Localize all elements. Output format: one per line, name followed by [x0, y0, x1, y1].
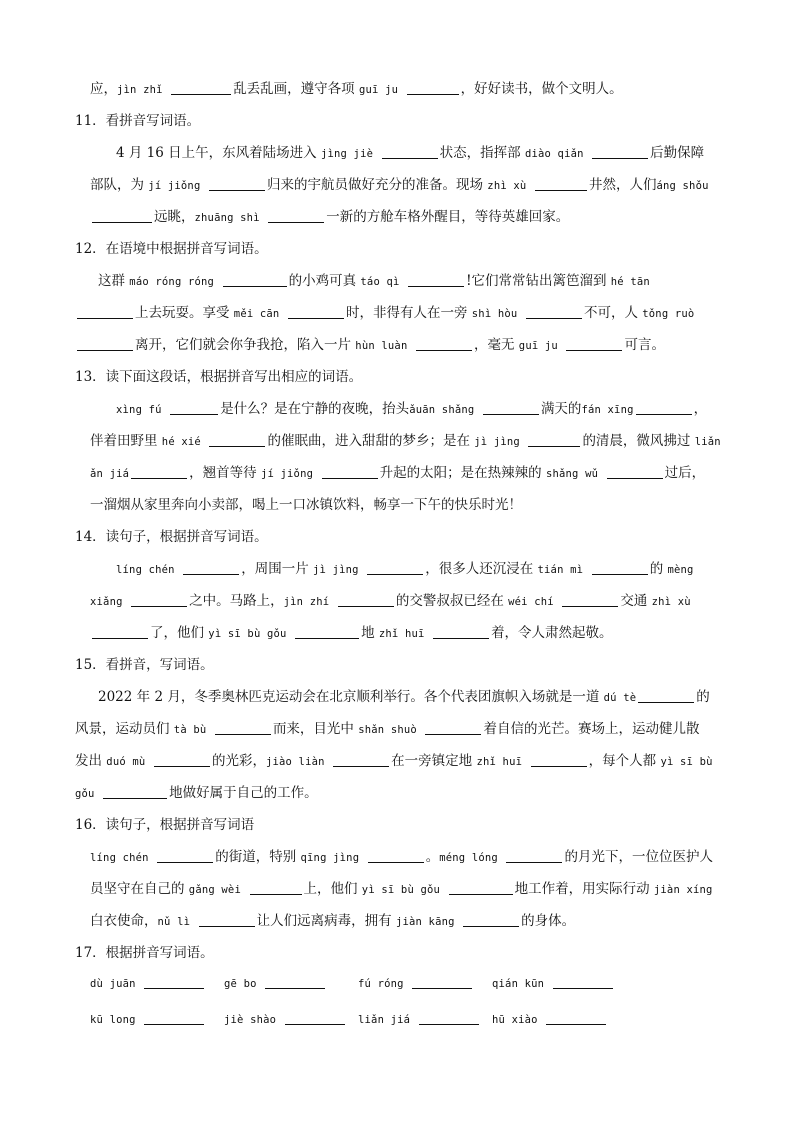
answer-blank[interactable] [223, 273, 287, 287]
pinyin-prompt: yì sī bù gǒu [361, 884, 447, 896]
text-run: 白衣使命， [90, 913, 158, 929]
pinyin-prompt: shì hòu [471, 308, 524, 320]
pinyin-prompt: kū long [90, 1014, 143, 1026]
pinyin-prompt: guī ju [358, 84, 405, 96]
pinyin-prompt: wéi chí [508, 596, 561, 608]
pinyin-prompt: hé tān [610, 276, 650, 288]
text-run: ，每个人都 [588, 753, 661, 769]
answer-blank[interactable] [463, 913, 519, 927]
answer-blank[interactable] [144, 1011, 204, 1025]
pinyin-grid-cell [90, 1011, 224, 1027]
answer-blank[interactable] [215, 721, 271, 735]
text-run: 的交警叔叔已经在 [395, 593, 509, 609]
pinyin-prompt: tà bù [173, 724, 213, 736]
answer-blank[interactable] [407, 81, 459, 95]
answer-blank[interactable] [183, 561, 239, 575]
text-run: 这群 [98, 273, 130, 289]
text-run: 一溜烟从家里奔向小卖部，喝上一口冰镇饮料，畅享一下午的快乐时光！ [90, 497, 522, 513]
text-run: 员坚守在自己的 [90, 881, 189, 897]
answer-blank[interactable] [526, 305, 582, 319]
text-line [75, 719, 794, 740]
text-run: 可言。 [624, 337, 665, 353]
text-run: 时，非得有人在一旁 [345, 305, 472, 321]
pinyin-prompt: jí jiǒng [148, 180, 207, 192]
answer-blank[interactable] [425, 721, 481, 735]
text-run: 而来，目光中 [272, 721, 359, 737]
text-line [90, 495, 794, 515]
pinyin-prompt: qián kūn [492, 978, 551, 990]
pinyin-prompt: yì sī bù gǒu [208, 628, 294, 640]
pinyin-prompt: hùn luàn [355, 340, 414, 352]
pinyin-prompt: táo qì [360, 276, 407, 288]
text-run: 伴着田野里 [90, 433, 162, 449]
text-run: 13．读下面这段话，根据拼音写出相应的词语。 [75, 369, 363, 385]
pinyin-prompt: jì jìng [474, 436, 527, 448]
answer-blank[interactable] [449, 881, 513, 895]
answer-blank[interactable] [412, 975, 472, 989]
answer-blank[interactable] [416, 337, 472, 351]
text-run: 的清晨，微风拂过 [582, 433, 695, 449]
text-line [98, 687, 794, 708]
pinyin-prompt: tián mì [537, 564, 590, 576]
text-line [116, 143, 794, 164]
answer-blank[interactable] [77, 337, 133, 351]
pinyin-prompt: xiǎng [90, 596, 130, 608]
answer-blank[interactable] [433, 625, 489, 639]
pinyin-prompt: jí jiǒng [260, 468, 320, 480]
answer-blank[interactable] [131, 465, 187, 479]
text-line [90, 463, 794, 484]
text-run: 地 [361, 625, 379, 641]
pinyin-prompt: zhǐ huī [378, 628, 432, 640]
pinyin-grid-cell [224, 1011, 358, 1027]
pinyin-prompt: qīng jìng [300, 852, 366, 864]
text-run: 应， [90, 81, 117, 97]
text-run: 让人们远离病毒，拥有 [256, 913, 396, 929]
text-run: ，周围一片 [241, 561, 314, 577]
text-run: 交通 [620, 593, 652, 609]
text-line [75, 303, 794, 324]
text-line [90, 207, 794, 228]
pinyin-prompt: hū xiào [492, 1014, 545, 1026]
text-run: 离开，它们就会你争我抢，陷入一片 [135, 337, 356, 353]
pinyin-prompt: liǎn jiá [358, 1014, 417, 1026]
pinyin-prompt: gǒu [75, 788, 102, 800]
text-run: 的街道，特别 [215, 849, 301, 865]
pinyin-grid-cell [492, 975, 626, 991]
text-run: 着自信的光芒。赛场上，运动健儿散 [483, 721, 700, 737]
text-run: 发出 [75, 753, 107, 769]
text-line [75, 111, 794, 131]
pinyin-prompt: áng shǒu [656, 180, 709, 192]
answer-blank[interactable] [170, 401, 218, 415]
answer-blank[interactable] [285, 1011, 345, 1025]
text-line [90, 911, 794, 932]
answer-blank[interactable] [483, 401, 539, 415]
answer-blank[interactable] [638, 689, 694, 703]
answer-blank[interactable] [171, 81, 231, 95]
answer-blank[interactable] [592, 561, 648, 575]
pinyin-prompt: jì jìng [313, 564, 366, 576]
text-run: 14．读句子，根据拼音写词语。 [75, 529, 268, 545]
answer-blank[interactable] [553, 975, 613, 989]
text-line [90, 879, 794, 900]
pinyin-prompt: jiào liàn [265, 756, 332, 768]
pinyin-prompt: jìng jiè [320, 148, 380, 160]
pinyin-prompt: gē bo [224, 978, 264, 990]
answer-blank[interactable] [199, 913, 255, 927]
pinyin-prompt: ǎuān shǎng [409, 404, 481, 416]
answer-blank[interactable] [367, 561, 423, 575]
answer-blank[interactable] [103, 785, 167, 799]
pinyin-prompt: zhuāng shì [194, 212, 267, 224]
text-run: 远眺， [154, 209, 195, 225]
text-line [90, 431, 794, 452]
text-run: 的身体。 [521, 913, 576, 929]
pinyin-prompt: dù juān [90, 978, 143, 990]
text-run: ，很多人还沉浸在 [425, 561, 538, 577]
text-line [90, 623, 794, 644]
pinyin-prompt: jiàn kāng [395, 916, 462, 928]
pinyin-grid-row [90, 975, 626, 991]
text-run: 。 [425, 849, 440, 865]
pinyin-grid-cell [492, 1011, 626, 1027]
text-run: 乱丢乱画，遵守各项 [233, 81, 359, 97]
pinyin-grid-cell [358, 1011, 492, 1027]
pinyin-prompt: máo róng róng [129, 276, 221, 288]
pinyin-prompt: zhì xù [487, 180, 533, 192]
text-run: ，翘首等待 [189, 465, 261, 481]
text-run: 归来的宇航员做好充分的准备。现场 [267, 177, 488, 193]
text-run: 部队，为 [90, 177, 149, 193]
text-run: 上，他们 [303, 881, 362, 897]
text-run: 的月光下，一位位医护人 [564, 849, 713, 865]
text-run: 地工作着，用实际行动 [514, 881, 654, 897]
text-run: 的 [649, 561, 668, 577]
answer-blank[interactable] [92, 625, 148, 639]
answer-blank[interactable] [408, 273, 464, 287]
pinyin-grid-cell [224, 975, 358, 991]
text-run: 风景，运动员们 [75, 721, 174, 737]
pinyin-prompt: duó mù [106, 756, 152, 768]
text-run: 过后， [664, 465, 706, 481]
answer-blank[interactable] [250, 881, 302, 895]
text-run: 12．在语境中根据拼音写词语。 [75, 241, 268, 257]
answer-blank[interactable] [268, 209, 324, 223]
answer-blank[interactable] [531, 753, 587, 767]
answer-blank[interactable] [295, 625, 359, 639]
pinyin-prompt: jìn zhí [283, 596, 336, 608]
text-run: 是什么？是在宁静的夜晚，抬头 [220, 401, 410, 417]
answer-blank[interactable] [209, 433, 265, 447]
answer-blank[interactable] [77, 305, 133, 319]
text-run: 16．读句子，根据拼音写词语 [75, 817, 255, 833]
answer-blank[interactable] [157, 849, 213, 863]
pinyin-prompt: jiè shào [224, 1014, 283, 1026]
pinyin-prompt: diào qiǎn [524, 148, 591, 160]
text-run: 状态，指挥部 [439, 145, 525, 161]
text-line [116, 559, 794, 580]
pinyin-prompt: zhì xù [651, 596, 691, 608]
answer-blank[interactable] [322, 465, 378, 479]
pinyin-prompt: nǔ lì [157, 916, 197, 928]
text-line [75, 655, 794, 675]
text-run: 着，令人肃然起敬。 [491, 625, 613, 641]
text-run: 2022 年 2 月，冬季奥林匹克运动会在北京顺利举行。各个代表团旗帜入场就是一道 [98, 689, 604, 705]
answer-blank[interactable] [566, 337, 622, 351]
text-run: 的 [696, 689, 710, 705]
text-run: 了，他们 [150, 625, 209, 641]
pinyin-prompt: zhǐ huī [476, 756, 529, 768]
text-line [75, 943, 794, 963]
text-run: 的光彩， [211, 753, 266, 769]
pinyin-prompt: mèng [667, 564, 694, 576]
text-run: !它们常常钻出篱笆溜到 [466, 273, 611, 289]
answer-blank[interactable] [333, 753, 389, 767]
pinyin-prompt: shǎn shuò [358, 724, 424, 736]
text-line [75, 783, 794, 804]
pinyin-prompt: fú róng [358, 978, 411, 990]
text-run: ， [693, 401, 708, 417]
answer-blank[interactable] [592, 145, 648, 159]
answer-blank[interactable] [562, 593, 618, 607]
answer-blank[interactable] [288, 305, 344, 319]
pinyin-prompt: méng lóng [439, 852, 505, 864]
answer-blank[interactable] [154, 753, 210, 767]
pinyin-prompt: fán xīng [581, 404, 634, 416]
text-run: 井然，人们 [588, 177, 657, 193]
pinyin-prompt: shǎng wǔ [545, 468, 605, 480]
answer-blank[interactable] [636, 401, 692, 415]
text-run: 上去玩耍。享受 [135, 305, 234, 321]
answer-blank[interactable] [528, 433, 580, 447]
answer-blank[interactable] [144, 975, 204, 989]
text-line [75, 239, 794, 259]
pinyin-grid-row [90, 1011, 626, 1027]
answer-blank[interactable] [131, 593, 187, 607]
answer-blank[interactable] [265, 975, 325, 989]
pinyin-prompt: hé xié [161, 436, 208, 448]
text-line [98, 271, 794, 292]
pinyin-prompt: měi cān [233, 308, 286, 320]
text-line [75, 751, 794, 772]
text-run: 11．看拼音写词语。 [75, 113, 201, 129]
text-line [90, 847, 794, 868]
answer-blank[interactable] [92, 209, 152, 223]
pinyin-prompt: guī ju [518, 340, 565, 352]
text-run: 的小鸡可真 [288, 273, 361, 289]
pinyin-prompt: xìng fú [116, 404, 169, 416]
pinyin-prompt: jiàn xíng [653, 884, 713, 896]
pinyin-grid-cell [90, 975, 224, 991]
text-line [75, 815, 794, 835]
text-line [90, 175, 794, 196]
text-run: 在一旁镇定地 [391, 753, 477, 769]
pinyin-prompt: tǒng ruò [642, 308, 695, 320]
text-run: 不可，人 [583, 305, 643, 321]
pinyin-prompt: líng chén [116, 564, 182, 576]
text-run: 升起的太阳；是在热辣辣的 [379, 465, 546, 481]
text-run: 一新的方舱车格外醒目，等待英雄回家。 [326, 209, 570, 225]
text-line [75, 367, 794, 387]
text-run: ，毫无 [474, 337, 519, 353]
answer-blank[interactable] [607, 465, 663, 479]
pinyin-prompt: ǎn jiá [90, 468, 130, 480]
text-line [75, 335, 794, 356]
pinyin-prompt: dú tè [603, 692, 637, 704]
answer-blank[interactable] [382, 145, 438, 159]
text-line [90, 79, 794, 100]
answer-blank[interactable] [546, 1011, 606, 1025]
answer-blank[interactable] [209, 177, 265, 191]
pinyin-prompt: liǎn [694, 436, 721, 448]
pinyin-prompt: líng chén [90, 852, 156, 864]
answer-blank[interactable] [535, 177, 587, 191]
answer-blank[interactable] [338, 593, 394, 607]
text-run: ，好好读书，做个文明人。 [460, 81, 623, 97]
text-line [75, 527, 794, 547]
text-run: 满天的 [540, 401, 582, 417]
pinyin-prompt: gǎng wèi [188, 884, 248, 896]
pinyin-prompt: yì sī bù [660, 756, 713, 768]
text-run: 17．根据拼音写词语。 [75, 945, 214, 961]
text-run: 地做好属于自己的工作。 [169, 785, 318, 801]
text-line [90, 591, 794, 612]
text-run: 后勤保障 [650, 145, 705, 161]
answer-blank[interactable] [368, 849, 424, 863]
text-run: 15．看拼音，写词语。 [75, 657, 214, 673]
pinyin-prompt: jìn zhǐ [117, 84, 170, 96]
text-run: 之中。马路上， [189, 593, 284, 609]
pinyin-grid-cell [358, 975, 492, 991]
answer-blank[interactable] [506, 849, 562, 863]
text-run: 的催眠曲，进入甜甜的梦乡；是在 [267, 433, 475, 449]
answer-blank[interactable] [419, 1011, 479, 1025]
text-run: 4 月 16 日上午，东风着陆场进入 [116, 145, 321, 161]
text-line [116, 399, 794, 420]
